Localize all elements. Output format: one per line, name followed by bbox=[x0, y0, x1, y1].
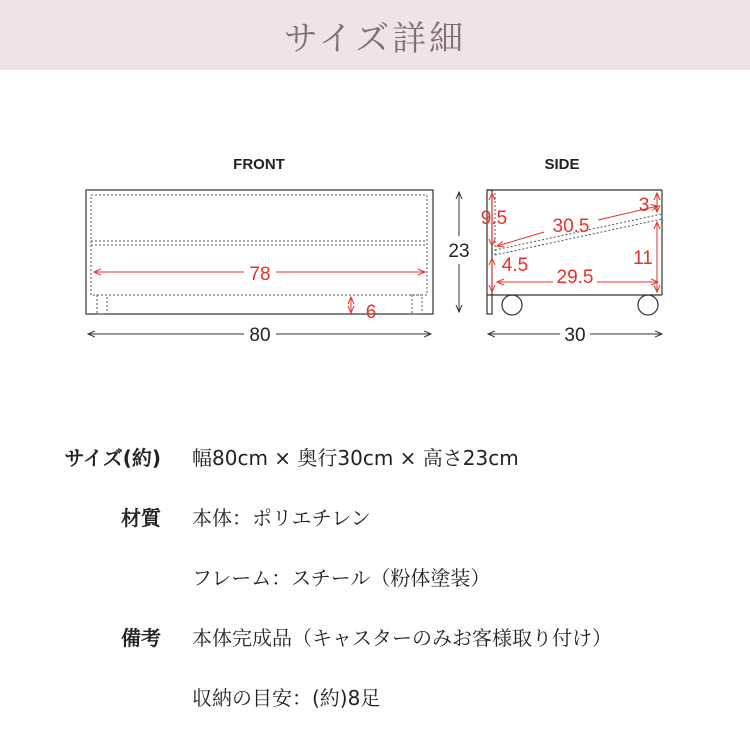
front-view bbox=[86, 156, 470, 346]
side-inner-depth-label: 29.5 bbox=[556, 267, 594, 288]
spec-value-notes-assembly: 本体完成品（キャスターのみお客様取り付け） bbox=[192, 626, 612, 650]
front-width-label: 80 bbox=[249, 325, 271, 346]
spec-label-material: 材質 bbox=[121, 506, 161, 530]
side-front-height-label: 11 bbox=[633, 248, 653, 269]
spec-row-frame bbox=[0, 562, 750, 596]
front-left-foot bbox=[97, 295, 107, 314]
side-slope-length-label: 30.5 bbox=[552, 216, 590, 237]
height-label: 23 bbox=[448, 241, 470, 262]
spec-value-size: 幅80cm × 奥行30cm × 高さ23cm bbox=[192, 446, 519, 470]
side-back-height-label: 9.5 bbox=[480, 208, 508, 229]
page-title: サイズ詳細 bbox=[283, 18, 467, 59]
spec-label-notes: 備考 bbox=[121, 626, 161, 650]
side-heading: SIDE bbox=[544, 156, 580, 173]
spec-label-size: サイズ(約) bbox=[64, 446, 161, 470]
spec-row-size bbox=[0, 442, 750, 476]
side-rear-caster bbox=[502, 295, 522, 315]
spec-row-capacity bbox=[0, 682, 750, 716]
front-inner-width-label: 78 bbox=[249, 264, 271, 285]
front-leg-height-label: 6 bbox=[365, 302, 377, 323]
spec-row-material bbox=[0, 502, 750, 536]
side-front-caster bbox=[638, 295, 658, 315]
side-depth-label: 30 bbox=[564, 325, 586, 346]
spec-value-material-frame: フレーム：スチール（粉体塗装） bbox=[192, 566, 491, 590]
spec-value-capacity: 収納の目安：(約)8足 bbox=[192, 686, 381, 710]
side-view bbox=[481, 156, 662, 346]
spec-row-notes bbox=[0, 622, 750, 656]
side-top-offset-label: 3 bbox=[638, 195, 650, 216]
front-right-foot bbox=[412, 295, 422, 314]
side-slope-arrow-1 bbox=[497, 232, 544, 246]
spec-value-material-body: 本体：ポリエチレン bbox=[192, 506, 371, 530]
front-heading: FRONT bbox=[233, 156, 285, 173]
side-bottom-offset-label: 4.5 bbox=[501, 255, 529, 276]
